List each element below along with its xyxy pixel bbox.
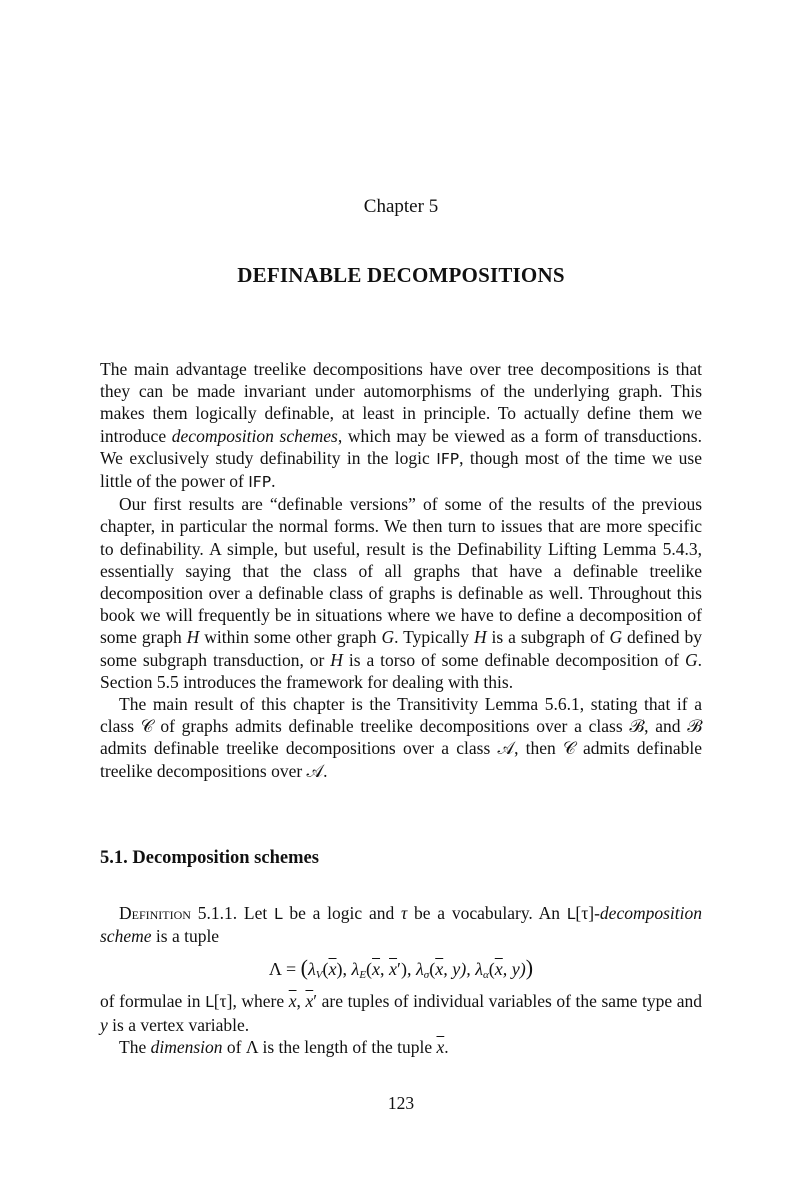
intro-paragraph-2 xyxy=(100,493,702,693)
text-run: is a vertex variable. xyxy=(107,1014,250,1035)
intro-paragraph-3 xyxy=(100,693,702,782)
text-run: , where xyxy=(232,991,289,1012)
definition-continuation xyxy=(100,990,702,1035)
text-run: ′ are tuples of individual variables of the same type and xyxy=(313,991,702,1012)
formula-part: , xyxy=(380,959,390,980)
formula-tuple-variable: $\overline{x}$ xyxy=(328,959,337,980)
formula-part: ( xyxy=(488,959,495,980)
text-run: , and xyxy=(644,716,688,737)
definition-label: Definition xyxy=(119,903,191,923)
formula-part: λ xyxy=(307,959,316,980)
text-run: is a subgraph of xyxy=(486,627,610,648)
text-run: admits definable treelike decompositions over a class xyxy=(100,738,498,759)
math-symbol: 𝒜 xyxy=(306,760,324,781)
formula-tuple-variable: $\overline{x}$ xyxy=(389,959,398,980)
page-number: 123 xyxy=(387,1093,415,1113)
chapter-title: DEFINABLE DECOMPOSITIONS xyxy=(237,263,565,287)
text-run: , though most of the time we use little of the power of xyxy=(100,447,702,492)
formula-part: , y), xyxy=(443,959,476,980)
formula-subscript: σ xyxy=(423,969,430,982)
math-symbol: 𝒜 xyxy=(497,738,515,759)
logic-name: L xyxy=(273,905,283,923)
definition-dimension xyxy=(100,1036,702,1058)
formula-part: ), xyxy=(336,959,352,980)
formula-part: Λ = xyxy=(268,959,301,980)
formula-tuple-variable: $\overline{x}$ xyxy=(372,959,381,980)
text-run: The main advantage treelike decompositions have over tree decompositions is that they can be made invariant under automorphisms of the underlying graph. This makes them logically definable, at least in principle. To actually define them we introduce xyxy=(100,359,702,446)
logic-name: L xyxy=(566,905,576,923)
definition-number: 5.1.1. xyxy=(197,903,238,923)
formula-part: ′), xyxy=(397,959,416,980)
logic-name: IFP xyxy=(436,449,460,468)
math-symbol: [τ] xyxy=(575,903,595,923)
formula-part: λ xyxy=(415,959,424,980)
formula-subscript: V xyxy=(315,969,323,982)
math-symbol: H xyxy=(186,627,200,648)
text-run: be a logic and xyxy=(282,903,401,923)
formula-part: ( xyxy=(429,959,436,980)
text-run: is a tuple xyxy=(151,926,220,947)
formula-part: ( xyxy=(322,959,329,980)
text-run: The main result of this chapter is the Transitivity Lemma 5.6.1, stating that if a class xyxy=(100,694,702,737)
intro-paragraph-1 xyxy=(100,358,702,493)
math-symbol: τ xyxy=(400,903,408,923)
text-run: . xyxy=(444,1036,449,1057)
emphasized-term: dimension xyxy=(150,1036,223,1057)
text-run: . xyxy=(271,471,276,492)
math-symbol: ℬ xyxy=(629,716,645,737)
math-symbol: H xyxy=(473,627,487,648)
math-symbol: 𝒞 xyxy=(140,716,154,737)
text-run: be a vocabulary. An xyxy=(407,903,567,923)
text-run: , xyxy=(296,991,306,1012)
math-tuple-variable: $\overline{x}$ xyxy=(288,991,297,1012)
math-symbol: ℬ xyxy=(687,716,702,737)
text-run: . Section 5.5 introduces the framework for dealing with this. xyxy=(100,649,702,692)
math-symbol: G xyxy=(684,649,698,670)
logic-name: IFP xyxy=(248,473,272,492)
chapter-introduction xyxy=(100,358,702,782)
text-run: of Λ is the length of the tuple xyxy=(222,1036,437,1057)
display-formula xyxy=(100,954,702,983)
text-run: admits definable treelike decompositions over xyxy=(100,738,702,781)
logic-name: L xyxy=(205,993,214,1012)
definition-statement xyxy=(100,902,702,947)
text-run: Our first results are “definable versions” of some of the results of the previous chapter, in particular the normal forms. We then turn to issues that are more specific to definability. A simple, but useful, result is the Definability Lifting Lemma 5.4.3, essentially saying that the class of all graphs that have a definable treelike decomposition over a definable class of graphs is definable as well. Throughout this book we will frequently be in situations where we have to define a decomposition of some graph xyxy=(100,494,702,648)
math-tuple-variable: $\overline{x}$ xyxy=(305,991,314,1012)
text-run: . Typically xyxy=(394,627,474,648)
math-tuple-variable: $\overline{x}$ xyxy=(436,1036,445,1057)
math-symbol: [τ] xyxy=(213,991,233,1012)
text-run: within some other graph xyxy=(199,627,382,648)
formula-tuple-variable: $\overline{x}$ xyxy=(494,959,503,980)
formula-paren: ( xyxy=(300,955,308,981)
math-symbol: 𝒞 xyxy=(563,738,576,759)
math-symbol: H xyxy=(330,649,343,670)
text-run: The xyxy=(119,1036,151,1057)
text-run: , which may be viewed as a form of transductions. We exclusively study definability in the logic xyxy=(100,425,702,468)
chapter-label: Chapter 5 xyxy=(363,196,439,217)
formula-tuple-variable: $\overline{x}$ xyxy=(435,959,444,980)
formula-part: , y) xyxy=(502,959,526,980)
emphasized-term: -decomposition scheme xyxy=(100,903,703,947)
text-run: defined by some subgraph transduction, or xyxy=(100,627,702,670)
text-run: of graphs admits definable treelike decompositions over a class xyxy=(153,716,630,737)
formula-paren: ) xyxy=(525,955,534,981)
definition-block xyxy=(100,902,702,1058)
math-symbol: G xyxy=(381,627,395,648)
section-heading: 5.1. Decomposition schemes xyxy=(100,848,319,868)
emphasized-term: decomposition schemes xyxy=(171,425,338,446)
math-symbol: y xyxy=(100,1014,108,1035)
formula-subscript: α xyxy=(483,969,489,982)
formula-part: λ xyxy=(475,959,483,980)
text-run: of formulae in xyxy=(100,991,206,1012)
math-symbol: G xyxy=(609,627,623,648)
text-run: Let xyxy=(237,903,274,923)
formula-subscript: E xyxy=(359,969,367,982)
formula-part: λ xyxy=(351,959,360,980)
text-run: . xyxy=(323,760,328,781)
text-run: is a torso of some definable decomposition of xyxy=(342,649,685,670)
formula-part: ( xyxy=(366,959,373,980)
text-run: , then xyxy=(514,738,564,759)
